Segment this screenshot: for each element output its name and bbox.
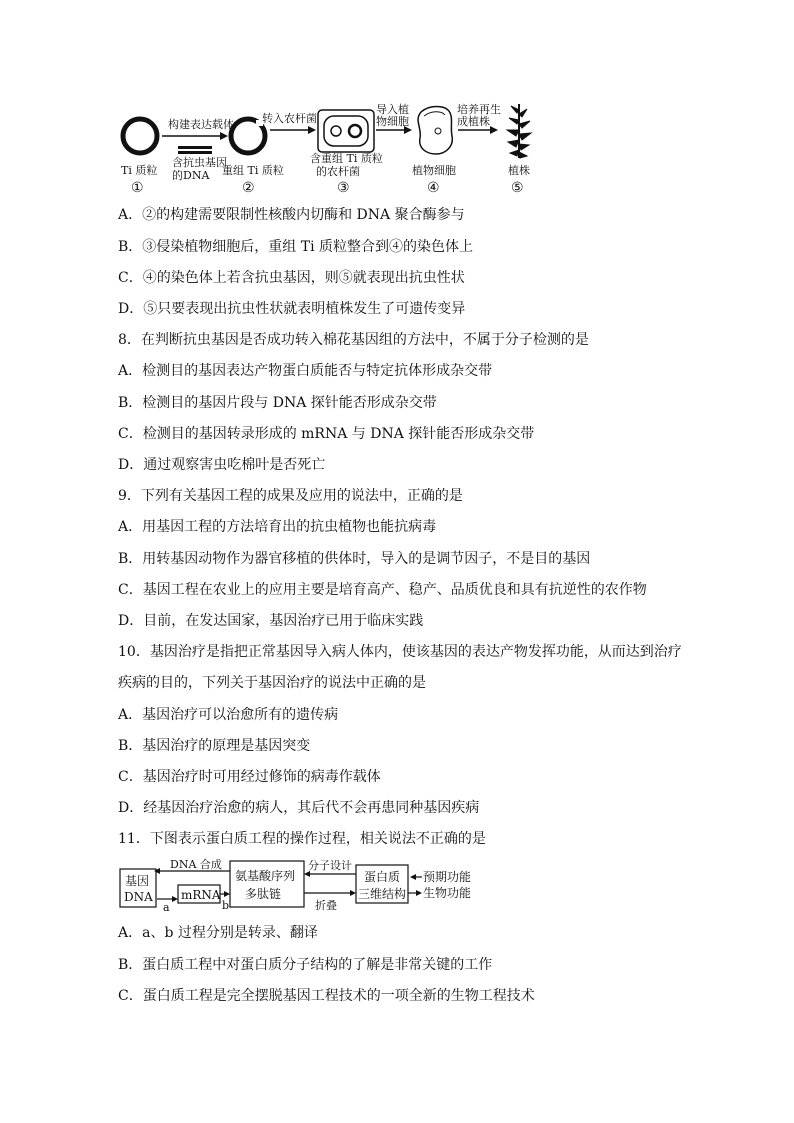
q7-option-c: C．④的染色体上若含抗虫基因，则⑤就表现出抗虫性状 [118,270,465,286]
item4-number: ④ [427,180,440,196]
label-folding: 折叠 [315,899,337,912]
label-expected-function: 预期功能 [423,870,472,884]
arrow-expected-function [410,874,416,880]
label-bio-function: 生物功能 [423,886,472,900]
box3-text-2: 多肽链 [245,887,282,901]
box4-text-2: 三维结构 [358,887,407,901]
arrow-head-2 [308,126,316,134]
q10-stem-line2: 疾病的目的，下列关于基因治疗的说法中正确的是 [118,675,426,691]
q8-option-a: A．检测目的基因表达产物蛋白质能否与特定抗体形成杂交带 [118,363,493,379]
ti-plasmid-diagram [118,96,558,198]
box1-text-2: DNA [124,890,153,904]
label-b: b [222,899,230,912]
protein-engineering-diagram [118,857,488,915]
item3-number: ③ [337,180,350,196]
arrow-bio-function [416,890,422,896]
gene-label-2: 的DNA [172,169,210,182]
q10-stem-line1: 10．基因治疗是指把正常基因导入病人体内，使该基因的表达产物发挥功能，从而达到治疗 [118,644,682,660]
q8-option-b: B．检测目的基因片段与 DNA 探针能否形成杂交带 [118,395,437,411]
q7-option-b: B．③侵染植物细胞后，重组 Ti 质粒整合到④的染色体上 [118,239,474,255]
label-dna-synthesis: DNA 合成 [170,858,222,871]
item3-name-2: 的农杆菌 [316,165,360,178]
arrow4-label-2: 成植株 [457,115,490,128]
gene-label-1: 含抗虫基因 [172,156,227,169]
q8-option-c: C．检测目的基因转录形成的 mRNA 与 DNA 探针能否形成杂交带 [118,426,535,442]
arrow4-label-1: 培养再生 [457,103,501,116]
item1-number: ① [131,180,144,196]
box2-text: mRNA [181,888,221,902]
q9-option-d: D．目前，在发达国家，基因治疗已用于临床实践 [118,613,424,629]
box4-text-1: 蛋白质 [364,870,401,884]
q11-option-b: B．蛋白质工程中对蛋白质分子结构的了解是非常关键的工作 [118,957,493,973]
q11-stem: 11．下图表示蛋白质工程的操作过程，相关说法不正确的是 [118,831,486,847]
q7-option-d: D．⑤只要表现出抗虫性状就表明植株发生了可遗传变异 [118,301,466,317]
item3-name-1: 含重组 Ti 质粒 [310,152,383,165]
ti-plasmid-ring [123,119,157,153]
q10-option-c: C．基因治疗时可用经过修饰的病毒作载体 [118,769,381,785]
plant-icon [507,104,531,158]
item1-name: Ti 质粒 [121,164,158,177]
q9-option-a: A．用基因工程的方法培育出的抗虫植物也能抗病毒 [118,519,437,535]
arrow-a [172,896,178,902]
q10-option-d: D．经基因治疗治愈的病人，其后代不会再患同种基因疾病 [118,800,480,816]
arrow-b [224,891,230,897]
box1-text-1: 基因 [125,874,150,888]
q8-stem: 8．在判断抗虫基因是否成功转入棉花基因组的方法中，不属于分子检测的是 [118,332,589,348]
arrow1-label: 构建表达载体 [168,118,234,131]
item2-name: 重组 Ti 质粒 [222,164,284,177]
q10-option-a: A．基因治疗可以治愈所有的遗传病 [118,707,339,723]
dna-fragment-icon [178,146,212,149]
arrow3-label-2: 物细胞 [376,115,409,128]
q9-option-c: C．基因工程在农业上的应用主要是培育高产、稳产、品质优良和具有抗逆性的农作物 [118,582,647,598]
bacterial-plasmid-icon [349,125,361,137]
label-molecular-design: 分子设计 [308,859,352,872]
q11-option-a: A．a、b 过程分别是转录、翻译 [118,925,318,941]
item2-number: ② [242,180,255,196]
arrow-head-4 [490,126,498,134]
arrow-head-1 [220,132,228,140]
label-a: a [163,901,170,914]
q10-option-b: B．基因治疗的原理是基因突变 [118,738,311,754]
bacterial-chromosome-icon [331,126,341,136]
q8-option-d: D．通过观察害虫吃棉叶是否死亡 [118,457,326,473]
arrow-folding [350,890,356,896]
q9-stem: 9．下列有关基因工程的成果及应用的说法中，正确的是 [118,488,463,504]
q7-option-a: A．②的构建需要限制性核酸内切酶和 DNA 聚合酶参与 [118,207,465,223]
q9-option-b: B．用转基因动物作为器官移植的供体时，导入的是调节因子，不是目的基因 [118,551,591,567]
q11-option-c: C．蛋白质工程是完全摆脱基因工程技术的一项全新的生物工程技术 [118,988,535,1004]
arrow2-label: 转入农杆菌 [262,112,317,125]
item5-number: ⑤ [511,180,524,196]
box3-text-1: 氨基酸序列 [235,869,296,883]
item4-name: 植物细胞 [412,164,456,177]
arrow3-label-1: 导入植 [376,103,409,116]
item5-name: 植株 [508,164,530,177]
